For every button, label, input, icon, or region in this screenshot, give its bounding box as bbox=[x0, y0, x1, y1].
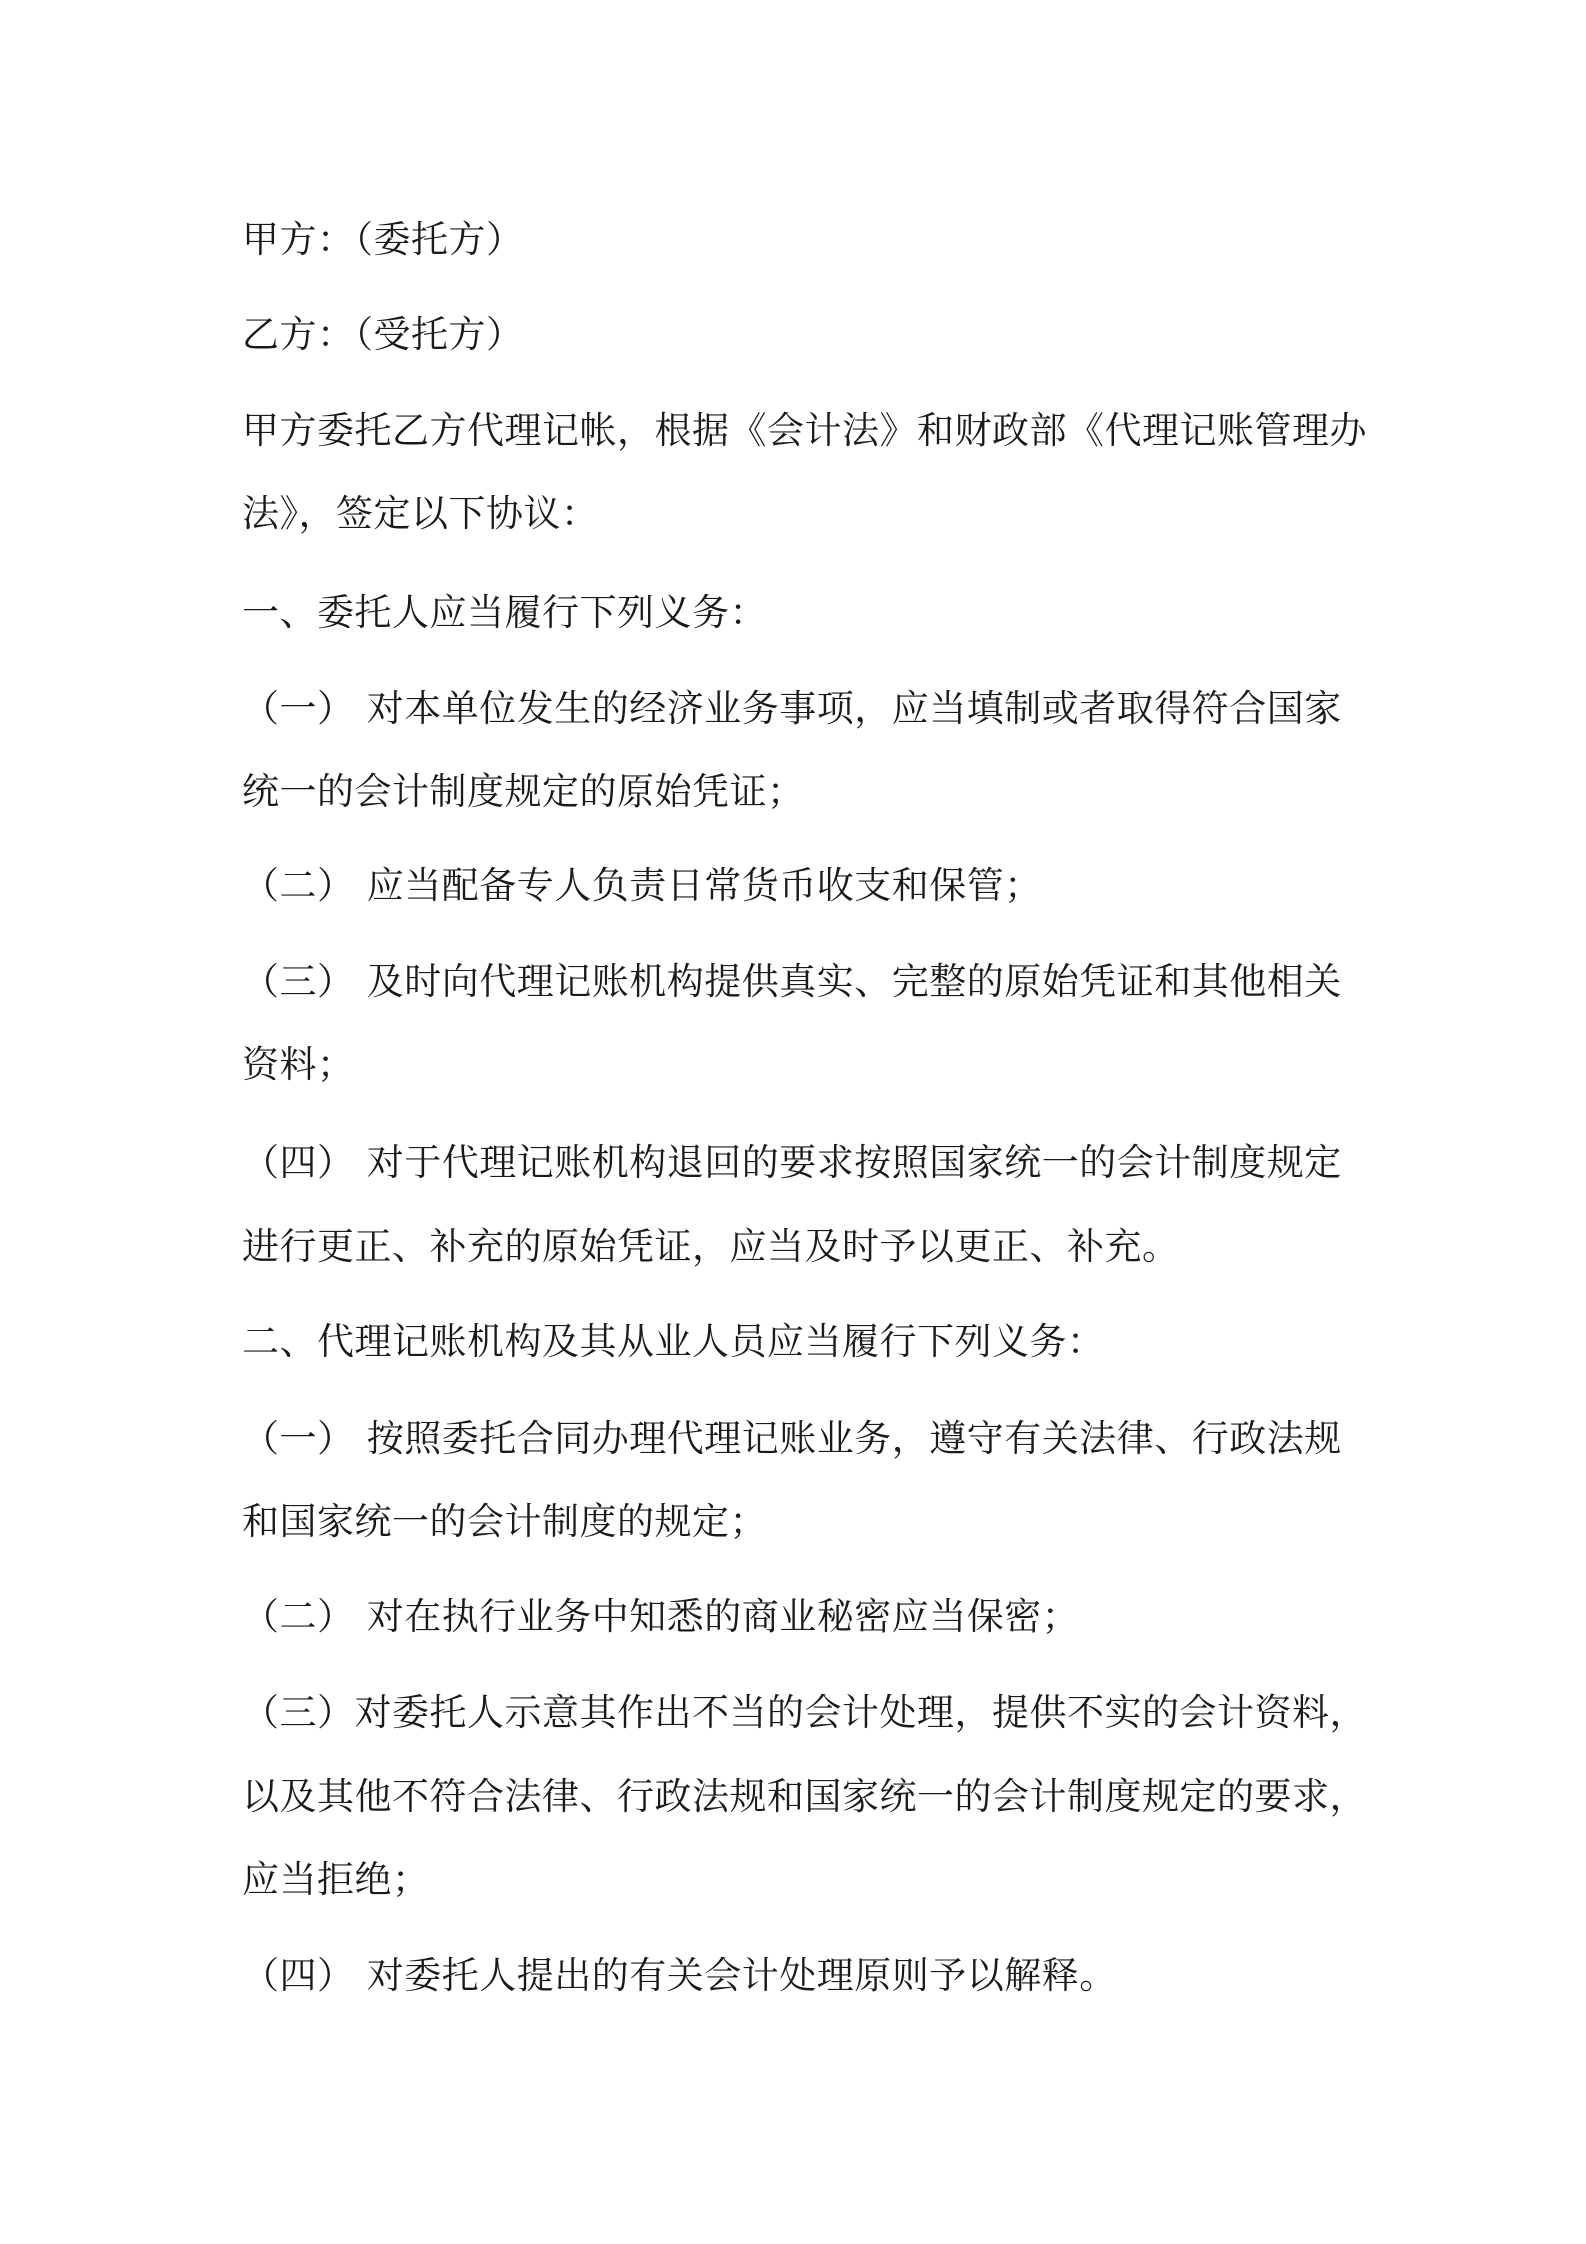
section-1-item-3-line-1: （三） 及时向代理记账机构提供真实、完整的原始凭证和其他相关 bbox=[242, 960, 1342, 1003]
section-2-item-3-line-3: 应当拒绝； bbox=[242, 1858, 430, 1901]
section-2-item-4: （四） 对委托人提出的有关会计处理原则予以解释。 bbox=[242, 1954, 1117, 1997]
section-1-item-1-line-1: （一） 对本单位发生的经济业务事项，应当填制或者取得符合国家 bbox=[242, 687, 1342, 730]
intro-line-2: 法》，签定以下协议： bbox=[242, 492, 599, 535]
section-2-item-3-line-2: 以及其他不符合法律、行政法规和国家统一的会计制度规定的要求， bbox=[242, 1775, 1367, 1818]
section-2-item-1-line-1: （一） 按照委托合同办理代理记账业务，遵守有关法律、行政法规 bbox=[242, 1417, 1342, 1460]
section-1-heading: 一、委托人应当履行下列义务： bbox=[242, 591, 767, 634]
section-1-item-3-line-2: 资料； bbox=[242, 1043, 355, 1086]
section-2-item-2: （二） 对在执行业务中知悉的商业秘密应当保密； bbox=[242, 1595, 1080, 1638]
section-1-item-4-line-2: 进行更正、补充的原始凭证，应当及时予以更正、补充。 bbox=[242, 1225, 1180, 1268]
party-a-line: 甲方：（委托方） bbox=[242, 218, 524, 261]
intro-line-1: 甲方委托乙方代理记帐，根据《会计法》和财政部《代理记账管理办 bbox=[242, 409, 1367, 452]
party-b-line: 乙方：（受托方） bbox=[242, 313, 524, 356]
section-1-item-4-line-1: （四） 对于代理记账机构退回的要求按照国家统一的会计制度规定 bbox=[242, 1141, 1342, 1184]
section-1-item-2: （二） 应当配备专人负责日常货币收支和保管； bbox=[242, 864, 1042, 907]
section-2-heading: 二、代理记账机构及其从业人员应当履行下列义务： bbox=[242, 1320, 1105, 1363]
section-2-item-1-line-2: 和国家统一的会计制度的规定； bbox=[242, 1500, 767, 1543]
section-2-item-3-line-1: （三）对委托人示意其作出不当的会计处理，提供不实的会计资料， bbox=[242, 1691, 1367, 1734]
section-1-item-1-line-2: 统一的会计制度规定的原始凭证； bbox=[242, 770, 805, 813]
